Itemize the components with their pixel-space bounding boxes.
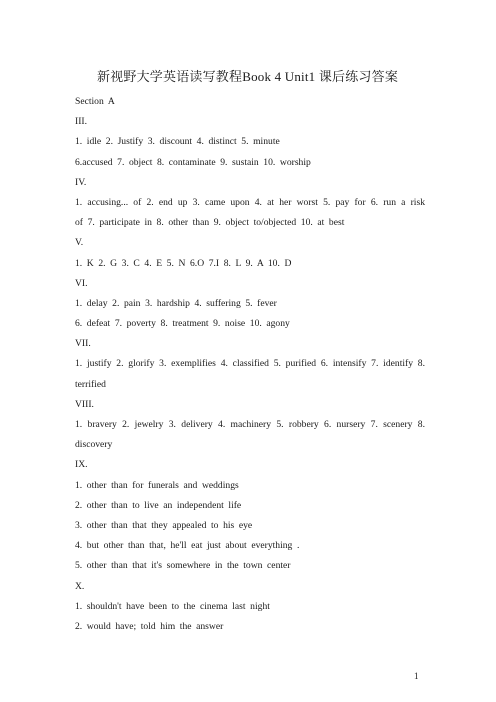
section-heading: Section A <box>75 96 115 107</box>
page-number: 1 <box>414 671 419 681</box>
part-heading-vi: VI. <box>75 277 88 289</box>
answer-line: 2. would have; told him the answer <box>75 620 224 632</box>
answer-line: 1. delay 2. pain 3. hardship 4. suffering 5. fever <box>75 297 277 309</box>
answer-line: 3. other than that they appealed to his eye <box>75 520 253 532</box>
answer-line: 4. but other than that, he'll eat just about everything . <box>75 540 300 552</box>
part-heading-x: X. <box>75 580 85 592</box>
part-heading-vii: VII. <box>75 338 91 350</box>
part-heading-ix: IX. <box>75 459 88 471</box>
answer-line: 1. other than for funerals and weddings <box>75 479 239 491</box>
part-heading-viii: VIII. <box>75 398 94 410</box>
answer-paragraph: 1. accusing... of 2. end up 3. came upon 4. at her worst 5. pay for 6. run a risk of 7. participate in 8. other than 9. object to/objected 10. at best <box>75 196 425 229</box>
answer-paragraph: 1. bravery 2. jewelry 3. delivery 4. machinery 5. robbery 6. nursery 7. scenery 8. discovery <box>75 419 425 451</box>
answer-content <box>75 92 425 637</box>
part-heading-iv: IV. <box>75 176 87 188</box>
part-heading-v: V. <box>75 237 84 249</box>
answer-line: 1. shouldn't have been to the cinema last night <box>75 600 270 612</box>
answer-line: 5. other than that it's somewhere in the town center <box>75 560 291 572</box>
answer-line: 6.accused 7. object 8. contaminate 9. sustain 10. worship <box>75 156 311 168</box>
answer-line: 1. idle 2. Justify 3. discount 4. distinct 5. minute <box>75 136 280 148</box>
page-title: 新视野大学英语读写教程Book 4 Unit1 课后练习答案 <box>97 69 399 84</box>
part-heading-iii: III. <box>75 116 87 128</box>
answer-line: 2. other than to live an independent life <box>75 499 242 511</box>
answer-line: 1. K 2. G 3. C 4. E 5. N 6.O 7.I 8. L 9. A 10. D <box>75 257 292 269</box>
answer-line: 6. defeat 7. poverty 8. treatment 9. noise 10. agony <box>75 318 290 330</box>
answer-paragraph: 1. justify 2. glorify 3. exemplifies 4. classified 5. purified 6. intensify 7. identify 8. terrified <box>75 358 425 390</box>
